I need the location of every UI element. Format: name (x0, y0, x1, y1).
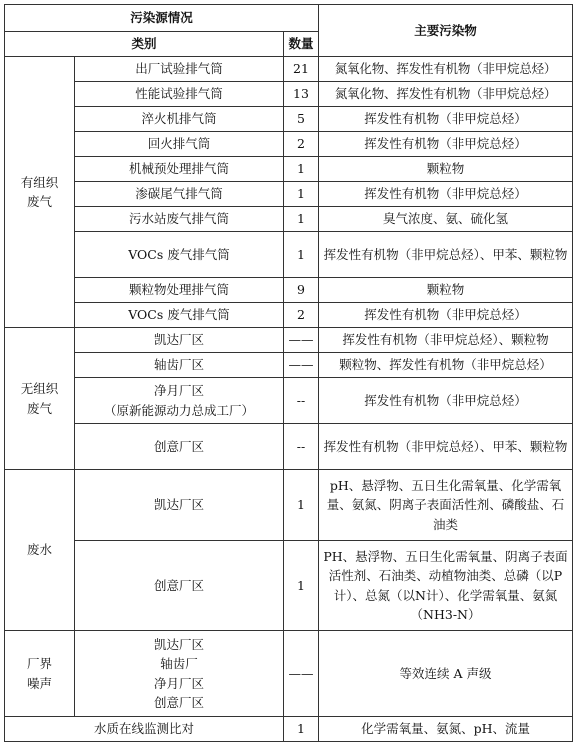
source-name: 渗碳尾气排气筒 (75, 182, 284, 207)
header-quantity: 数量 (284, 32, 319, 57)
source-pollutants: 颗粒物、挥发性有机物（非甲烷总烃） (319, 353, 573, 378)
source-name: 颗粒物处理排气筒 (75, 278, 284, 303)
source-pollutants: 挥发性有机物（非甲烷总烃） (319, 182, 573, 207)
table-row (5, 207, 573, 232)
source-name: 水质在线监测比对 (5, 717, 284, 742)
source-pollutants: 挥发性有机物（非甲烷总烃） (319, 107, 573, 132)
source-name: 轴齿厂区 (75, 353, 284, 378)
source-name: 出厂试验排气筒 (75, 57, 284, 82)
source-quantity: 1 (284, 207, 319, 232)
source-quantity: 1 (284, 541, 319, 631)
table-row (5, 303, 573, 328)
table-row (5, 107, 573, 132)
table-row (5, 182, 573, 207)
source-name-note: （原新能源动力总成工厂） (103, 402, 254, 418)
table-row (5, 353, 573, 378)
table-row (5, 541, 573, 631)
source-pollutants: pH、悬浮物、五日生化需氧量、化学需氧量、氨氮、阴离子表面活性剂、磷酸盐、石油类 (319, 470, 573, 541)
source-name: 回火排气筒 (75, 132, 284, 157)
source-quantity: 1 (284, 182, 319, 207)
header-row-1 (5, 5, 573, 32)
source-pollutants: 颗粒物 (319, 157, 573, 182)
group-label-line1: 有组织 (20, 174, 59, 190)
source-quantity: —— (284, 631, 319, 717)
source-pollutants: 氮氧化物、挥发性有机物（非甲烷总烃） (319, 57, 573, 82)
group-label-line2: 废气 (26, 400, 52, 416)
group-fugitive-exhaust (5, 328, 75, 470)
header-main-pollutants: 主要污染物 (319, 5, 573, 57)
source-quantity: 1 (284, 717, 319, 742)
table-row (5, 470, 573, 541)
header-source-group: 污染源情况 (5, 5, 319, 32)
source-quantity: -- (284, 424, 319, 470)
source-name: VOCs 废气排气筒 (75, 303, 284, 328)
noise-site-list (75, 631, 284, 717)
pollution-source-table (4, 4, 573, 742)
source-name: 净月厂区 (153, 383, 204, 399)
source-pollutants: 化学需氧量、氨氮、pH、流量 (319, 717, 573, 742)
group-label-line2: 废气 (26, 194, 52, 209)
group-organized-exhaust (5, 57, 75, 328)
source-quantity: -- (284, 378, 319, 424)
noise-site: 净月厂区 (153, 675, 204, 691)
source-name: 创意厂区 (75, 541, 284, 631)
source-name: 污水站废气排气筒 (75, 207, 284, 232)
source-quantity: 1 (284, 470, 319, 541)
source-quantity: 2 (284, 132, 319, 157)
source-name: 性能试验排气筒 (75, 82, 284, 107)
table-row (5, 631, 573, 717)
table-row (5, 378, 573, 424)
source-pollutants: PH、悬浮物、五日生化需氧量、阴离子表面活性剂、石油类、动植物油类、总磷（以P计）、总氮（以N计）、化学需氧量、氨氮（NH3-N） (319, 541, 573, 631)
source-quantity: 2 (284, 303, 319, 328)
source-name: 创意厂区 (75, 424, 284, 470)
table-row (5, 424, 573, 470)
table-row (5, 132, 573, 157)
source-quantity: 13 (284, 82, 319, 107)
source-pollutants: 颗粒物 (319, 278, 573, 303)
table-row (5, 57, 573, 82)
source-pollutants: 挥发性有机物（非甲烷总烃）、甲苯、颗粒物 (319, 232, 573, 278)
noise-site: 轴齿厂 (160, 656, 198, 672)
source-quantity: 1 (284, 232, 319, 278)
noise-site: 凯达厂区 (153, 636, 204, 652)
source-quantity: —— (284, 353, 319, 378)
noise-site: 创意厂区 (153, 694, 204, 710)
group-wastewater: 废水 (5, 470, 75, 631)
source-pollutants: 挥发性有机物（非甲烷总烃）、甲苯、颗粒物 (319, 424, 573, 470)
table-row (5, 232, 573, 278)
table-row (5, 278, 573, 303)
table-row (5, 328, 573, 353)
source-pollutants: 挥发性有机物（非甲烷总烃） (319, 378, 573, 424)
source-name-multiline (75, 378, 284, 424)
group-label-line1: 厂界 (26, 656, 52, 672)
group-boundary-noise (5, 631, 75, 717)
table-row (5, 82, 573, 107)
source-quantity: 21 (284, 57, 319, 82)
source-pollutants: 挥发性有机物（非甲烷总烃）、颗粒物 (319, 328, 573, 353)
source-name: 淬火机排气筒 (75, 107, 284, 132)
source-pollutants: 挥发性有机物（非甲烷总烃） (319, 303, 573, 328)
source-quantity: 1 (284, 157, 319, 182)
pollution-source-table-container (4, 4, 573, 742)
source-quantity: —— (284, 328, 319, 353)
source-pollutants: 氮氧化物、挥发性有机物（非甲烷总烃） (319, 82, 573, 107)
header-category: 类别 (5, 32, 284, 57)
source-name: VOCs 废气排气筒 (75, 232, 284, 278)
source-name: 凯达厂区 (75, 328, 284, 353)
source-quantity: 5 (284, 107, 319, 132)
source-name: 机械预处理排气筒 (75, 157, 284, 182)
group-label-line2: 噪声 (26, 675, 52, 691)
source-pollutants: 挥发性有机物（非甲烷总烃） (319, 132, 573, 157)
source-pollutants: 等效连续 A 声级 (319, 631, 573, 717)
source-pollutants: 臭气浓度、氨、硫化氢 (319, 207, 573, 232)
source-name: 凯达厂区 (75, 470, 284, 541)
table-row (5, 157, 573, 182)
group-label-line1: 无组织 (20, 381, 59, 397)
source-quantity: 9 (284, 278, 319, 303)
